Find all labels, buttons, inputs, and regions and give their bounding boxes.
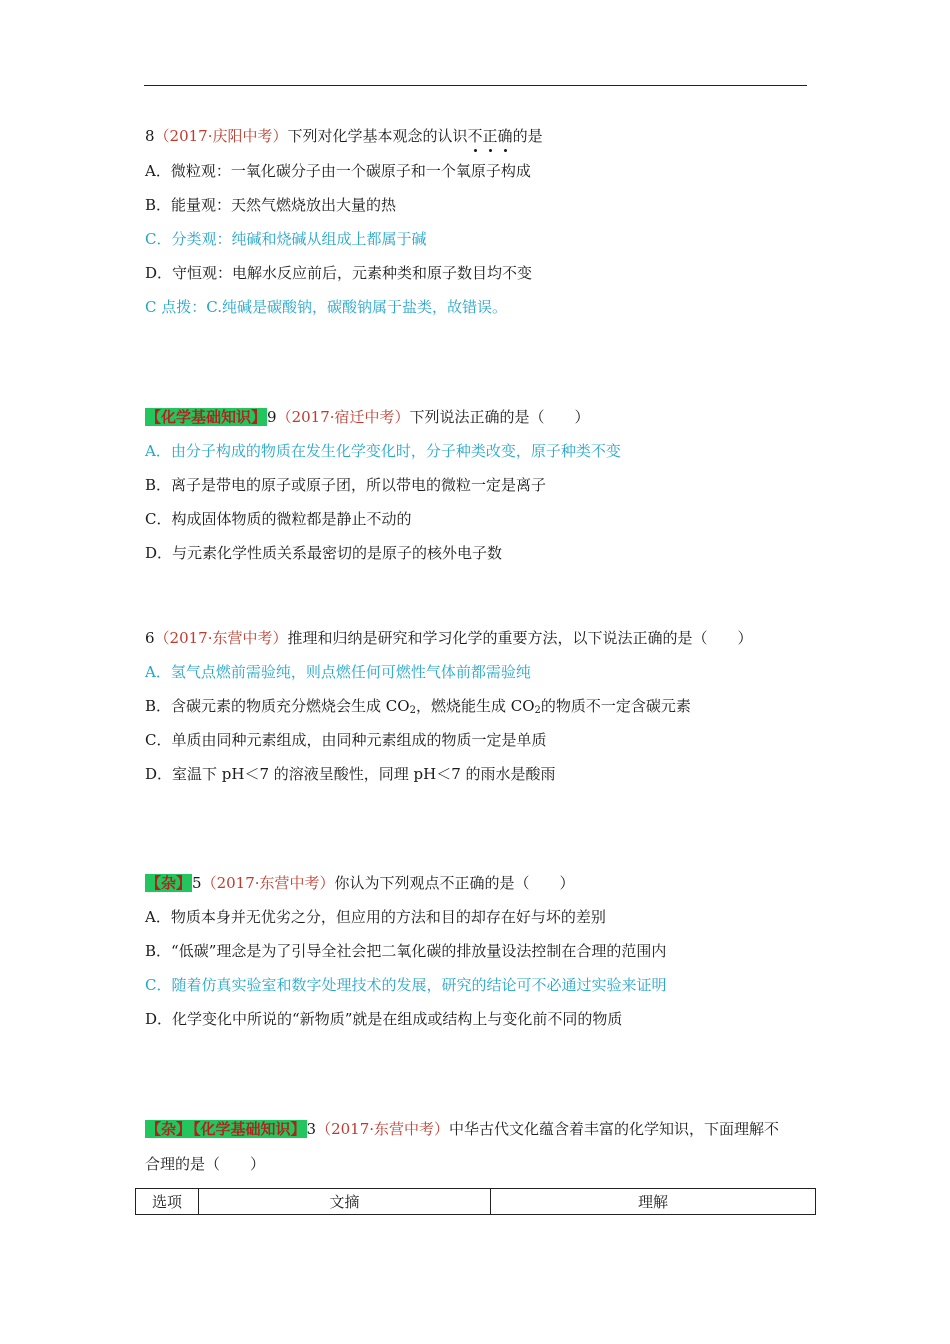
header-rule xyxy=(144,85,807,86)
q5-option-d: D．化学变化中所说的“新物质”就是在组成或结构上与变化前不同的物质 xyxy=(145,1010,623,1028)
category-tag: 【化学基础知识】 xyxy=(146,408,267,426)
q8-option-c: C．分类观：纯碱和烧碱从组成上都属于碱 xyxy=(145,230,427,248)
q8-option-d: D．守恒观：电解水反应前后，元素种类和原子数目均不变 xyxy=(145,264,533,282)
table-header-row xyxy=(136,1189,816,1215)
q5-option-a: A．物质本身并无优劣之分，但应用的方法和目的却存在好与坏的差别 xyxy=(145,908,606,926)
q3-source: （2017·东营中考） xyxy=(316,1120,450,1138)
q6-option-b: B．含碳元素的物质充分燃烧会生成 $CO_2$，燃烧能生成 $CO_2$的物质不一定含碳元素 xyxy=(145,697,691,716)
emphasis-char: 确 xyxy=(497,127,513,145)
q3-table xyxy=(135,1188,816,1215)
q5-option-c: C．随着仿真实验室和数字处理技术的发展，研究的结论可不必通过实验来证明 xyxy=(145,976,667,994)
q8-option-b: B．能量观：天然气燃烧放出大量的热 xyxy=(145,196,397,214)
q3-stem: 【杂】 【化学基础知识】3（2017·东营中考）中华古代文化蕴含着丰富的化学知识，下面理解不 xyxy=(146,1120,780,1138)
category-tag: 【杂】 xyxy=(146,874,192,892)
q6-option-c: C．单质由同种元素组成，由同种元素组成的物质一定是单质 xyxy=(145,731,547,749)
q9-option-d: D．与元素化学性质关系最密切的是原子的核外电子数 xyxy=(145,544,503,562)
q6-option-d: D．室温下 pH＜7 的溶液呈酸性，同理 pH＜7 的雨水是酸雨 xyxy=(145,765,556,783)
q5-source: （2017·东营中考） xyxy=(201,874,335,892)
category-tag: 【化学基础知识】 xyxy=(193,1120,306,1138)
category-tag: 【杂】 xyxy=(146,1120,192,1138)
q8-stem: 8（2017·庆阳中考）下列对化学基本观念的认识不正确的是 xyxy=(145,127,543,145)
q6-option-a: A．氢气点燃前需验纯，则点燃任何可燃性气体前都需验纯 xyxy=(145,663,531,681)
q8-source: （2017·庆阳中考） xyxy=(154,127,288,145)
q5-option-b: B．“低碳”理念是为了引导全社会把二氧化碳的排放量设法控制在合理的范围内 xyxy=(145,942,667,960)
emphasis-char: 正 xyxy=(482,127,498,145)
table-header-cell: 选项 xyxy=(136,1189,199,1215)
q9-option-b: B．离子是带电的原子或原子团，所以带电的微粒一定是离子 xyxy=(145,476,547,494)
q6-source: （2017·东营中考） xyxy=(154,629,288,647)
q3-stem-continued: 合理的是（ ） xyxy=(145,1155,266,1173)
q8-option-a: A．微粒观：一氧化碳分子由一个碳原子和一个氧原子构成 xyxy=(145,162,531,180)
emphasis-char: 不 xyxy=(467,127,483,145)
q8-answer: C 点拨：C.纯碱是碳酸钠，碳酸钠属于盐类，故错误。 xyxy=(145,298,507,316)
q5-stem: 【杂】5（2017·东营中考）你认为下列观点不正确的是（ ） xyxy=(146,874,575,892)
q9-source: （2017·宿迁中考） xyxy=(276,408,410,426)
q9-option-c: C．构成固体物质的微粒都是静止不动的 xyxy=(145,510,412,528)
table-header-cell: 文摘 xyxy=(199,1189,491,1215)
table-header-cell: 理解 xyxy=(491,1189,816,1215)
q9-option-a: A．由分子构成的物质在发生化学变化时，分子种类改变，原子种类不变 xyxy=(145,442,621,460)
q6-stem: 6（2017·东营中考）推理和归纳是研究和学习化学的重要方法，以下说法正确的是（ ） xyxy=(145,629,753,647)
q9-stem: 【化学基础知识】9（2017·宿迁中考）下列说法正确的是（ ） xyxy=(146,408,590,426)
